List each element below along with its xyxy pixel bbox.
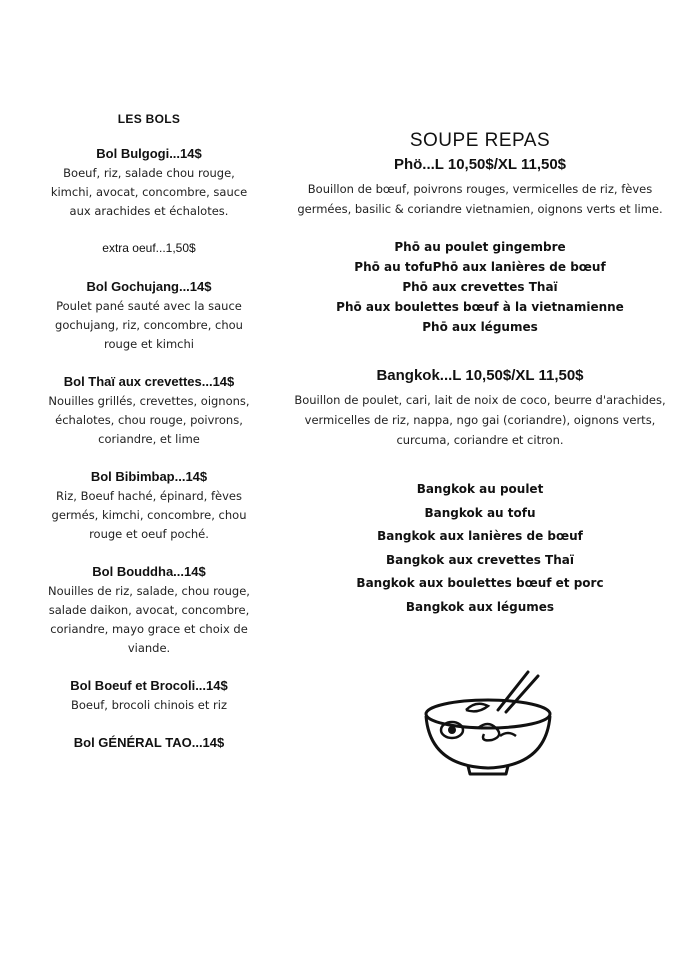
- extra-egg-note: extra oeuf...1,50$: [102, 241, 196, 255]
- soupe-column: [290, 130, 670, 619]
- pho-variants-list: [290, 237, 670, 337]
- menu-item-boeuf-brocoli: [44, 678, 254, 715]
- menu-item-general-tao: [44, 735, 254, 750]
- list-item: Phō au poulet gingembre: [394, 240, 566, 254]
- list-item: Phō aux crevettes Thaï: [402, 280, 558, 294]
- noodle-bowl-icon: [420, 670, 560, 780]
- item-title: Bol Bibimbap...14$: [90, 469, 208, 484]
- soup-title: Phö...L 10,50$/XL 11,50$: [393, 156, 567, 173]
- item-title: Bol GÉNÉRAL TAO...14$: [73, 735, 225, 750]
- item-description: Boeuf, riz, salade chou rouge, kimchi, avocat, concombre, sauce aux arachides et échalotes.: [50, 166, 248, 218]
- list-item: Bangkok au poulet: [416, 482, 544, 496]
- list-item: Bangkok aux boulettes bœuf et porc: [356, 576, 604, 590]
- soup-description: Bouillon de bœuf, poivrons rouges, vermicelles de riz, fèves germées, basilic & coriandre vietnamien, oignons verts et lime.: [297, 182, 663, 216]
- bols-column: [44, 112, 254, 770]
- item-title: Bol Bouddha...14$: [92, 564, 206, 579]
- menu-item-gochujang: [44, 279, 254, 354]
- item-description: Boeuf, brocoli chinois et riz: [70, 698, 228, 712]
- list-item: Bangkok aux légumes: [405, 599, 555, 614]
- menu-item-bouddha: [44, 564, 254, 658]
- item-description: Nouilles grillés, crevettes, oignons, échalotes, chou rouge, poivrons, coriandre, et lime: [48, 394, 250, 446]
- item-title: Bol Bulgogi...14$: [96, 146, 202, 161]
- item-description: Poulet pané sauté avec la sauce gochujang, riz, concombre, chou rouge et kimchi: [55, 299, 243, 351]
- menu-item-thai-crevettes: [44, 374, 254, 449]
- item-title: Bol Boeuf et Brocoli...14$: [70, 678, 228, 693]
- item-title: Bol Gochujang...14$: [86, 279, 212, 294]
- list-item: Bangkok au tofu: [424, 505, 536, 520]
- item-description: Riz, Boeuf haché, épinard, fèves germés, kimchi, concombre, chou rouge et oeuf poché.: [51, 489, 247, 541]
- section-heading-soupe: SOUPE REPAS: [409, 130, 551, 151]
- list-item: Bangkok aux lanières de bœuf: [377, 529, 583, 543]
- bangkok-variants-list: [290, 478, 670, 619]
- menu-item-bibimbap: [44, 469, 254, 544]
- menu-item-bulgogi: [44, 146, 254, 221]
- list-item: Phō aux boulettes bœuf à la vietnamienne: [336, 300, 624, 314]
- list-item: Phō aux légumes: [422, 320, 538, 334]
- item-title: Bol Thaï aux crevettes...14$: [63, 374, 235, 389]
- list-item: Phō au tofuPhō aux lanières de bœuf: [354, 260, 606, 274]
- item-description: Nouilles de riz, salade, chou rouge, salade daikon, avocat, concombre, coriandre, mayo grace et choix de viande.: [48, 584, 250, 655]
- soup-pho: [290, 156, 670, 337]
- soup-description: Bouillon de poulet, cari, lait de noix de coco, beurre d'arachides, vermicelles de riz, nappa, ngo gai (coriandre), oignons verts, curcuma, coriandre et citron.: [294, 393, 666, 447]
- section-label-bols: LES BOLS: [117, 112, 181, 126]
- list-item: Bangkok aux crevettes Thaï: [386, 552, 574, 567]
- soup-title: Bangkok...L 10,50$/XL 11,50$: [376, 367, 584, 384]
- soup-bangkok: [290, 367, 670, 619]
